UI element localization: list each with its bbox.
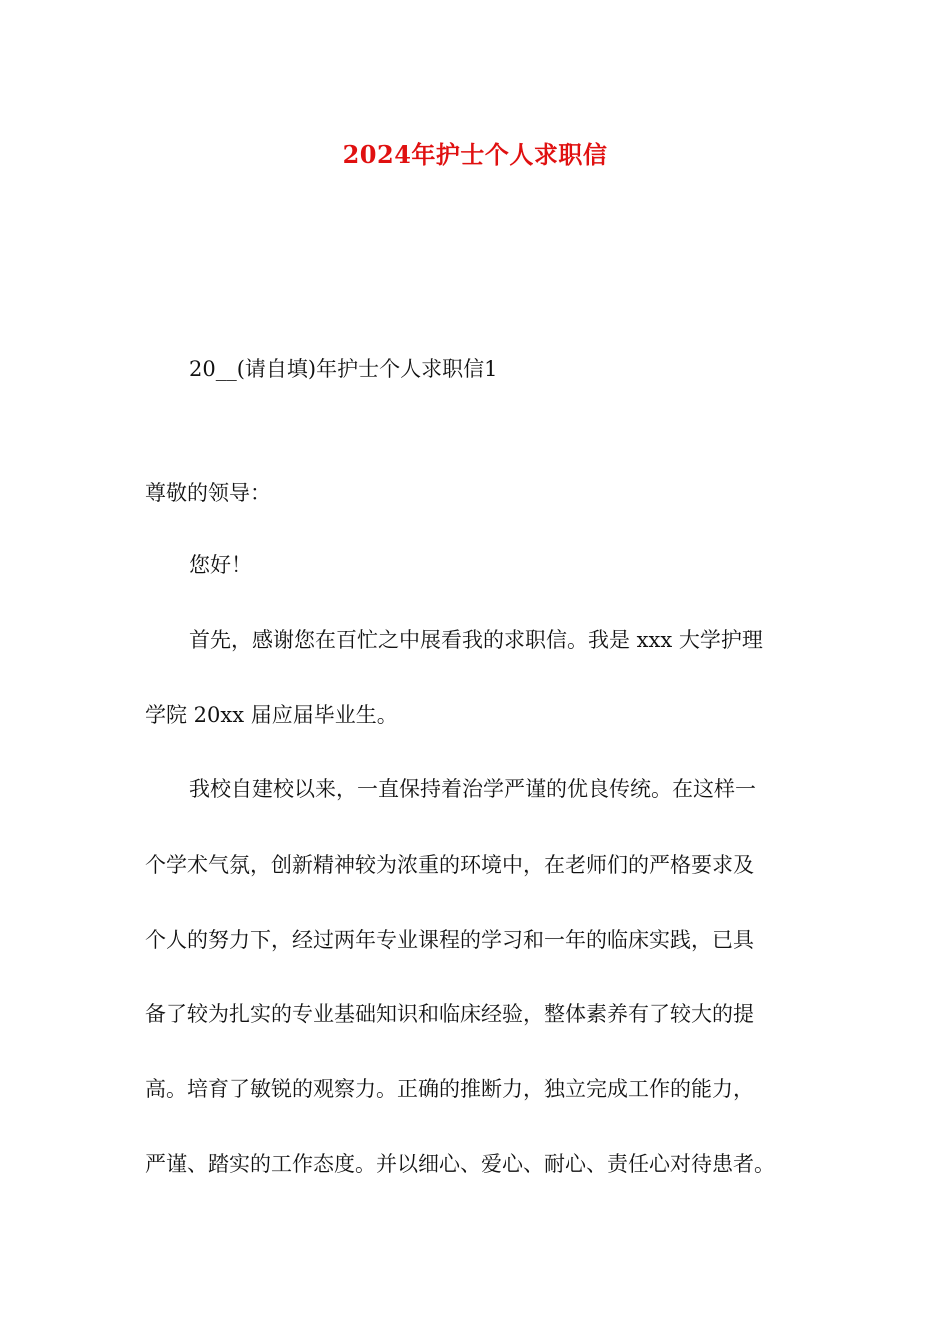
body-line-2: 学院 20xx 届应届毕业生。 (145, 703, 398, 727)
body-line-3: 我校自建校以来，一直保持着治学严谨的优良传统。在这样一 (189, 777, 756, 801)
document-title: 2024年护士个人求职信 (342, 140, 608, 169)
greeting: 您好！ (189, 553, 252, 577)
section-heading: 20__(请自填)年护士个人求职信1 (189, 357, 498, 381)
body-line-1: 首先，感谢您在百忙之中展看我的求职信。我是 xxx 大学护理 (189, 628, 763, 652)
body-line-5: 个人的努力下，经过两年专业课程的学习和一年的临床实践，已具 (145, 928, 754, 952)
body-line-6: 备了较为扎实的专业基础知识和临床经验，整体素养有了较大的提 (145, 1002, 754, 1026)
body-line-8: 严谨、踏实的工作态度。并以细心、爱心、耐心、责任心对待患者。 (145, 1152, 775, 1176)
body-line-7: 高。培育了敏锐的观察力。正确的推断力，独立完成工作的能力， (145, 1077, 754, 1101)
body-line-4: 个学术气氛，创新精神较为浓重的环境中，在老师们的严格要求及 (145, 853, 754, 877)
salutation: 尊敬的领导： (145, 481, 271, 505)
